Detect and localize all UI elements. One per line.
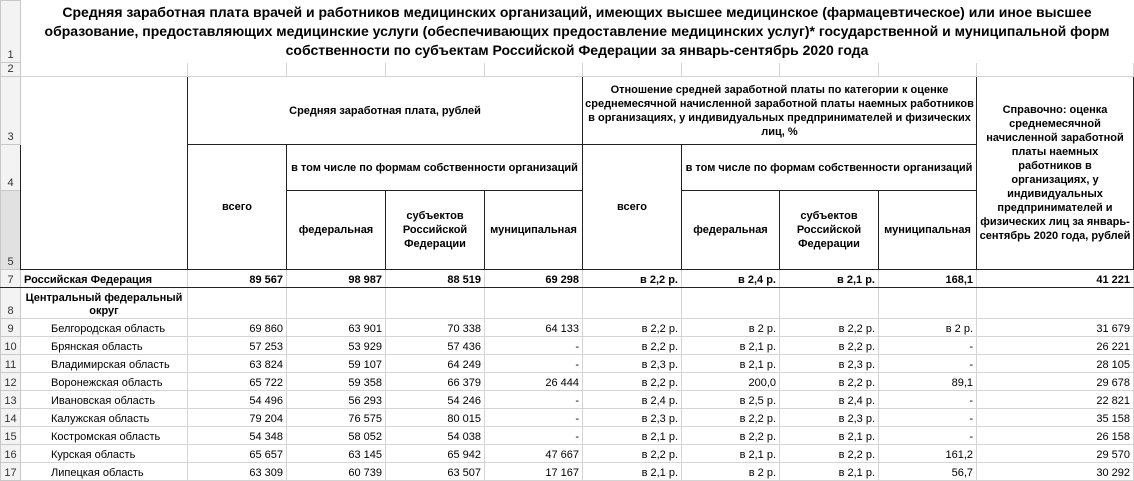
value-cell[interactable]: - bbox=[879, 427, 977, 445]
value-cell[interactable]: - bbox=[485, 355, 583, 373]
russia-reference[interactable]: 41 221 bbox=[977, 270, 1134, 288]
value-cell[interactable]: 29 570 bbox=[977, 445, 1134, 463]
value-cell[interactable]: в 2,3 р. bbox=[780, 409, 879, 427]
value-cell[interactable]: 53 929 bbox=[287, 337, 386, 355]
row-number[interactable]: 11 bbox=[1, 355, 21, 373]
table-row bbox=[1, 355, 1134, 373]
table-row bbox=[1, 337, 1134, 355]
value-cell[interactable]: в 2 р. bbox=[682, 319, 780, 337]
cell[interactable] bbox=[386, 63, 485, 77]
table-row bbox=[1, 319, 1134, 337]
value-cell[interactable]: в 2 р. bbox=[682, 463, 780, 481]
value-cell[interactable]: в 2,2 р. bbox=[583, 319, 682, 337]
value-cell[interactable]: в 2,2 р. bbox=[780, 337, 879, 355]
value-cell[interactable]: в 2,4 р. bbox=[780, 391, 879, 409]
russia-ratio-total[interactable]: в 2,2 р. bbox=[583, 270, 682, 288]
value-cell[interactable]: 58 052 bbox=[287, 427, 386, 445]
value-cell[interactable]: 28 105 bbox=[977, 355, 1134, 373]
value-cell[interactable]: - bbox=[879, 391, 977, 409]
value-cell[interactable]: 63 309 bbox=[188, 463, 287, 481]
value-cell[interactable]: 64 133 bbox=[485, 319, 583, 337]
value-cell[interactable]: 35 158 bbox=[977, 409, 1134, 427]
header-ratio[interactable]: Отношение средней заработной платы по категории к оценке среднемесячной начисленной заработной платы наемных работников в организациях, у индивидуальных предпринимателей и физических лиц, % bbox=[583, 77, 977, 145]
table-row bbox=[1, 391, 1134, 409]
value-cell[interactable]: в 2,5 р. bbox=[682, 391, 780, 409]
region-name[interactable]: Липецкая область bbox=[21, 463, 188, 481]
value-cell[interactable]: - bbox=[485, 409, 583, 427]
russia-ratio-subjects[interactable]: в 2,1 р. bbox=[780, 270, 879, 288]
cell[interactable] bbox=[287, 63, 386, 77]
value-cell[interactable]: в 2,2 р. bbox=[583, 337, 682, 355]
cell[interactable] bbox=[21, 63, 188, 77]
value-cell[interactable]: в 2,1 р. bbox=[780, 427, 879, 445]
row-district bbox=[1, 288, 1134, 319]
value-cell[interactable]: 54 348 bbox=[188, 427, 287, 445]
value-cell[interactable]: 56 293 bbox=[287, 391, 386, 409]
value-cell[interactable]: 30 292 bbox=[977, 463, 1134, 481]
header-subjects[interactable]: субъектов Российской Федерации bbox=[386, 191, 485, 270]
table-row bbox=[1, 463, 1134, 481]
russia-avg-municipal[interactable]: 69 298 bbox=[485, 270, 583, 288]
value-cell[interactable]: 54 496 bbox=[188, 391, 287, 409]
value-cell[interactable]: 63 901 bbox=[287, 319, 386, 337]
cell[interactable] bbox=[485, 288, 583, 319]
cell[interactable] bbox=[977, 288, 1134, 319]
value-cell[interactable]: в 2,2 р. bbox=[583, 373, 682, 391]
value-cell[interactable]: в 2,2 р. bbox=[583, 445, 682, 463]
cell[interactable] bbox=[682, 63, 780, 77]
table-row bbox=[1, 427, 1134, 445]
cell[interactable] bbox=[485, 63, 583, 77]
region-name[interactable]: Курская область bbox=[21, 445, 188, 463]
value-cell[interactable]: в 2,3 р. bbox=[583, 409, 682, 427]
value-cell[interactable]: - bbox=[879, 409, 977, 427]
russia-avg-total[interactable]: 89 567 bbox=[188, 270, 287, 288]
value-cell[interactable]: 89,1 bbox=[879, 373, 977, 391]
cell[interactable] bbox=[583, 63, 682, 77]
value-cell[interactable]: 57 253 bbox=[188, 337, 287, 355]
header-name-cell[interactable] bbox=[21, 77, 188, 270]
row-number[interactable]: 13 bbox=[1, 391, 21, 409]
row-number[interactable]: 8 bbox=[1, 288, 21, 319]
russia-ratio-municipal[interactable]: 168,1 bbox=[879, 270, 977, 288]
value-cell[interactable]: в 2,1 р. bbox=[682, 337, 780, 355]
value-cell[interactable]: 161,2 bbox=[879, 445, 977, 463]
value-cell[interactable]: в 2,3 р. bbox=[780, 355, 879, 373]
table-row bbox=[1, 445, 1134, 463]
value-cell[interactable]: 200,0 bbox=[682, 373, 780, 391]
value-cell[interactable]: 22 821 bbox=[977, 391, 1134, 409]
header-municipal[interactable]: муниципальная bbox=[485, 191, 583, 270]
cell[interactable] bbox=[879, 63, 977, 77]
cell[interactable] bbox=[780, 63, 879, 77]
value-cell[interactable]: 57 436 bbox=[386, 337, 485, 355]
header-ratio-subjects[interactable]: субъектов Российской Федерации bbox=[780, 191, 879, 270]
cell[interactable] bbox=[188, 288, 287, 319]
value-cell[interactable]: 65 722 bbox=[188, 373, 287, 391]
russia-ratio-federal[interactable]: в 2,4 р. bbox=[682, 270, 780, 288]
cell[interactable] bbox=[977, 63, 1134, 77]
row-number[interactable]: 2 bbox=[1, 63, 21, 77]
header-ratio-federal[interactable]: федеральная bbox=[682, 191, 780, 270]
header-incl-forms[interactable]: в том числе по формам собственности организаций bbox=[287, 145, 583, 191]
value-cell[interactable]: 26 158 bbox=[977, 427, 1134, 445]
value-cell[interactable]: 63 145 bbox=[287, 445, 386, 463]
row-number[interactable]: 10 bbox=[1, 337, 21, 355]
value-cell[interactable]: 64 249 bbox=[386, 355, 485, 373]
cell[interactable] bbox=[682, 288, 780, 319]
value-cell[interactable]: - bbox=[879, 355, 977, 373]
row-number[interactable]: 12 bbox=[1, 373, 21, 391]
row-number[interactable]: 9 bbox=[1, 319, 21, 337]
header-reference[interactable]: Справочно: оценка среднемесячной начисленной заработной платы наемных работников в организациях, у индивидуальных предпринимателей и физических лиц за январь-сентябрь 2020 года, рублей bbox=[977, 77, 1134, 270]
value-cell[interactable]: в 2,1 р. bbox=[780, 463, 879, 481]
region-name[interactable]: Калужская область bbox=[21, 409, 188, 427]
row-number[interactable]: 14 bbox=[1, 409, 21, 427]
value-cell[interactable]: 59 358 bbox=[287, 373, 386, 391]
value-cell[interactable]: 26 444 bbox=[485, 373, 583, 391]
region-name[interactable]: Брянская область bbox=[21, 337, 188, 355]
value-cell[interactable]: в 2,2 р. bbox=[780, 319, 879, 337]
value-cell[interactable]: 54 038 bbox=[386, 427, 485, 445]
value-cell[interactable]: 63 507 bbox=[386, 463, 485, 481]
value-cell[interactable]: 76 575 bbox=[287, 409, 386, 427]
russia-name[interactable]: Российская Федерация bbox=[21, 270, 188, 288]
value-cell[interactable]: - bbox=[485, 427, 583, 445]
value-cell[interactable]: в 2,1 р. bbox=[583, 463, 682, 481]
cell[interactable] bbox=[879, 288, 977, 319]
header-avg-salary[interactable]: Средняя заработная плата, рублей bbox=[188, 77, 583, 145]
value-cell[interactable]: в 2,2 р. bbox=[780, 445, 879, 463]
value-cell[interactable]: 65 657 bbox=[188, 445, 287, 463]
value-cell[interactable]: в 2,1 р. bbox=[682, 445, 780, 463]
russia-avg-subjects[interactable]: 88 519 bbox=[386, 270, 485, 288]
table-row bbox=[1, 373, 1134, 391]
value-cell[interactable]: 29 678 bbox=[977, 373, 1134, 391]
row-1 bbox=[1, 1, 1134, 63]
value-cell[interactable]: в 2 р. bbox=[879, 319, 977, 337]
cell[interactable] bbox=[583, 288, 682, 319]
row-number[interactable]: 4 bbox=[1, 145, 21, 191]
row-number[interactable]: 16 bbox=[1, 445, 21, 463]
region-name[interactable]: Белгородская область bbox=[21, 319, 188, 337]
row-number[interactable]: 1 bbox=[1, 1, 21, 63]
value-cell[interactable]: 80 015 bbox=[386, 409, 485, 427]
value-cell[interactable]: 59 107 bbox=[287, 355, 386, 373]
value-cell[interactable]: в 2,2 р. bbox=[682, 409, 780, 427]
value-cell[interactable]: в 2,1 р. bbox=[682, 355, 780, 373]
cell[interactable] bbox=[287, 288, 386, 319]
value-cell[interactable]: 66 379 bbox=[386, 373, 485, 391]
value-cell[interactable]: 60 739 bbox=[287, 463, 386, 481]
value-cell[interactable]: 31 679 bbox=[977, 319, 1134, 337]
russia-avg-federal[interactable]: 98 987 bbox=[287, 270, 386, 288]
value-cell[interactable]: в 2,2 р. bbox=[780, 373, 879, 391]
value-cell[interactable]: - bbox=[879, 337, 977, 355]
row-number[interactable]: 17 bbox=[1, 463, 21, 481]
row-number[interactable]: 15 bbox=[1, 427, 21, 445]
row-russia bbox=[1, 270, 1134, 288]
value-cell[interactable]: 63 824 bbox=[188, 355, 287, 373]
value-cell[interactable]: 17 167 bbox=[485, 463, 583, 481]
value-cell[interactable]: 56,7 bbox=[879, 463, 977, 481]
row-number[interactable]: 7 bbox=[1, 270, 21, 288]
value-cell[interactable]: в 2,2 р. bbox=[682, 427, 780, 445]
value-cell[interactable]: - bbox=[485, 337, 583, 355]
header-total[interactable]: всего bbox=[188, 145, 287, 270]
value-cell[interactable]: в 2,4 р. bbox=[583, 391, 682, 409]
row-number[interactable]: 5 bbox=[1, 191, 21, 270]
value-cell[interactable]: - bbox=[485, 391, 583, 409]
table-row bbox=[1, 409, 1134, 427]
value-cell[interactable]: 65 942 bbox=[386, 445, 485, 463]
header-ratio-incl-forms[interactable]: в том числе по формам собственности организаций bbox=[682, 145, 977, 191]
value-cell[interactable]: в 2,3 р. bbox=[583, 355, 682, 373]
value-cell[interactable]: 70 338 bbox=[386, 319, 485, 337]
row-2 bbox=[1, 63, 1134, 77]
cell[interactable] bbox=[780, 288, 879, 319]
cell[interactable] bbox=[386, 288, 485, 319]
header-federal[interactable]: федеральная bbox=[287, 191, 386, 270]
district-name[interactable]: Центральный федеральный округ bbox=[21, 288, 188, 319]
region-name[interactable]: Ивановская область bbox=[21, 391, 188, 409]
row-number[interactable]: 3 bbox=[1, 77, 21, 145]
cell[interactable] bbox=[188, 63, 287, 77]
value-cell[interactable]: 47 667 bbox=[485, 445, 583, 463]
region-name[interactable]: Владимирская область bbox=[21, 355, 188, 373]
header-ratio-total[interactable]: всего bbox=[583, 145, 682, 270]
row-3 bbox=[1, 77, 1134, 145]
value-cell[interactable]: 69 860 bbox=[188, 319, 287, 337]
value-cell[interactable]: 79 204 bbox=[188, 409, 287, 427]
value-cell[interactable]: в 2,1 р. bbox=[583, 427, 682, 445]
sheet-title[interactable]: Средняя заработная плата врачей и работников медицинских организаций, имеющих высшее медицинское (фармацевтическое) или иное высшее образование, предоставляющих медицинские услуги (обеспечивающих предоставление медицинских услуг)* государственной и муниципальной форм собственности по субъектам Российской Федерации за январь-сентябрь 2020 года bbox=[21, 1, 1134, 63]
region-name[interactable]: Костромская область bbox=[21, 427, 188, 445]
value-cell[interactable]: 54 246 bbox=[386, 391, 485, 409]
region-name[interactable]: Воронежская область bbox=[21, 373, 188, 391]
value-cell[interactable]: 26 221 bbox=[977, 337, 1134, 355]
header-ratio-municipal[interactable]: муниципальная bbox=[879, 191, 977, 270]
